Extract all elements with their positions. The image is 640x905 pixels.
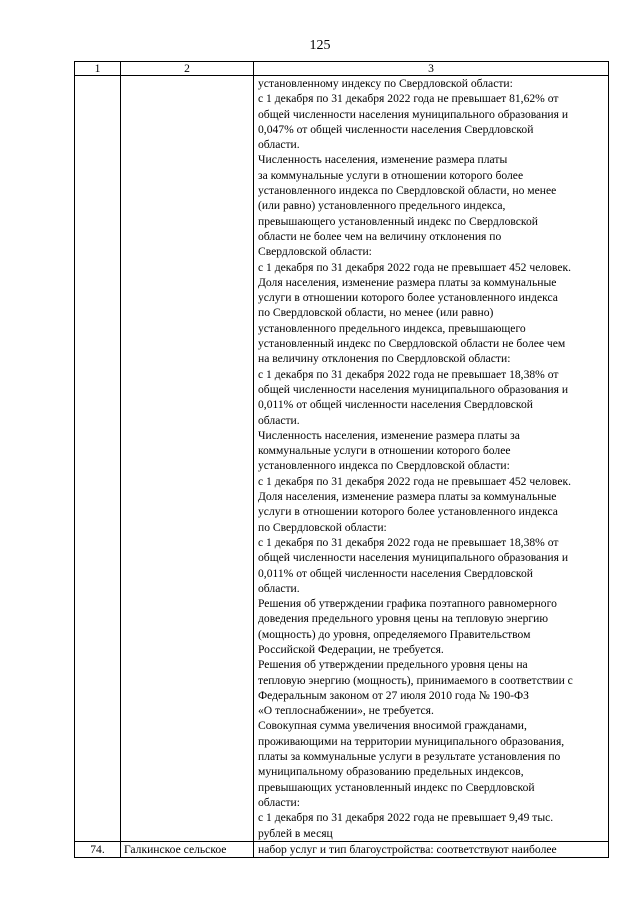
header-col-2: 2 [121,62,254,76]
table-header-row [75,62,609,76]
text-line: 0,011% от общей численности населения Свердловской [258,398,533,412]
row-number-cell: 74. [75,841,121,857]
text-line: Российской Федерации, не требуется. [258,642,444,656]
text-line: с 1 декабря по 31 декабря 2022 года не превышает 452 человек. [258,474,572,488]
document-table [74,61,609,858]
text-line: Доля населения, изменение размера платы за коммунальные [258,275,557,289]
text-line: 0,047% от общей численности населения Свердловской [258,122,534,136]
text-line: рублей в месяц [258,826,333,840]
text-line: области. [258,581,300,595]
text-line: области: [258,795,300,809]
text-line: с 1 декабря по 31 декабря 2022 года не превышает 81,62% от [258,92,559,106]
text-line: Решения об утверждении графика поэтапного равномерного [258,597,557,611]
text-line: установленного индекса по Свердловской области: [258,459,510,473]
text-line: по Свердловской области, но менее (или равно) [258,306,494,320]
municipality-name-cell [121,76,254,842]
row-number-cell [75,76,121,842]
text-line: доведения предельного уровня цены на тепловую энергию [258,612,549,626]
description-cell [254,76,609,842]
text-line: Федеральным законом от 27 июля 2010 года № 190-ФЗ [258,688,529,702]
text-line: Свердловской области: [258,245,372,259]
page-number: 125 [309,38,331,53]
text-line: установленного индекса по Свердловской области, но менее [258,184,557,198]
text-line: превышающих установленный индекс по Свердловской [258,780,535,794]
text-line: общей численности населения муниципального образования и [258,382,569,396]
text-line: Численность населения, изменение размера платы [258,153,508,167]
text-line: с 1 декабря по 31 декабря 2022 года не превышает 18,38% от [258,367,559,381]
text-line: общей численности населения муниципального образования и [258,551,569,565]
description-cell: набор услуг и тип благоустройства: соответствуют наиболее [254,841,609,857]
text-line: услуги в отношении которого более установленного индекса [258,291,558,305]
text-line: общей численности населения муниципального образования и [258,107,569,121]
text-line: муниципальному образованию предельных индексов, [258,765,524,779]
text-line: установленный индекс по Свердловской области не более чем [258,337,566,351]
text-line: Численность населения, изменение размера платы за [258,428,520,442]
text-line: превышающего установленный индекс по Свердловской [258,214,538,228]
text-line: (или равно) установленного предельного индекса, [258,199,506,213]
text-line: с 1 декабря по 31 декабря 2022 года не превышает 452 человек. [258,260,572,274]
municipality-name-cell: Галкинское сельское [121,841,254,857]
text-line: (мощность) до уровня, определяемого Правительством [258,627,531,641]
text-line: с 1 декабря по 31 декабря 2022 года не превышает 9,49 тыс. [258,811,554,825]
text-line: проживающими на территории муниципального образования, [258,734,565,748]
text-line: с 1 декабря по 31 декабря 2022 года не превышает 18,38% от [258,535,559,549]
text-line: установленного предельного индекса, превышающего [258,321,526,335]
header-col-1: 1 [75,62,121,76]
text-line: Решения об утверждении предельного уровня цены на [258,658,528,672]
table-row [75,841,609,857]
text-line: на величину отклонения по Свердловской области: [258,352,511,366]
text-line: тепловую энергию (мощность), принимаемого в соответствии с [258,673,573,687]
text-line: услуги в отношении которого более установленного индекса [258,505,558,519]
table-row [75,76,609,842]
text-line: «О теплоснабжении», не требуется. [258,704,434,718]
text-line: области. [258,413,300,427]
text-line: по Свердловской области: [258,520,387,534]
text-line: за коммунальные услуги в отношении которого более [258,168,524,182]
text-line: коммунальные услуги в отношении которого более [258,444,511,458]
text-line: Доля населения, изменение размера платы за коммунальные [258,490,557,504]
text-line: области не более чем на величину отклонения по [258,229,502,243]
text-line: области. [258,138,300,152]
text-line: Совокупная сумма увеличения вносимой гражданами, [258,719,527,733]
text-line: 0,011% от общей численности населения Свердловской [258,566,533,580]
text-line: установленному индексу по Свердловской области: [258,77,513,90]
text-line: платы за коммунальные услуги в результате установления по [258,750,561,764]
header-col-3: 3 [254,62,609,76]
